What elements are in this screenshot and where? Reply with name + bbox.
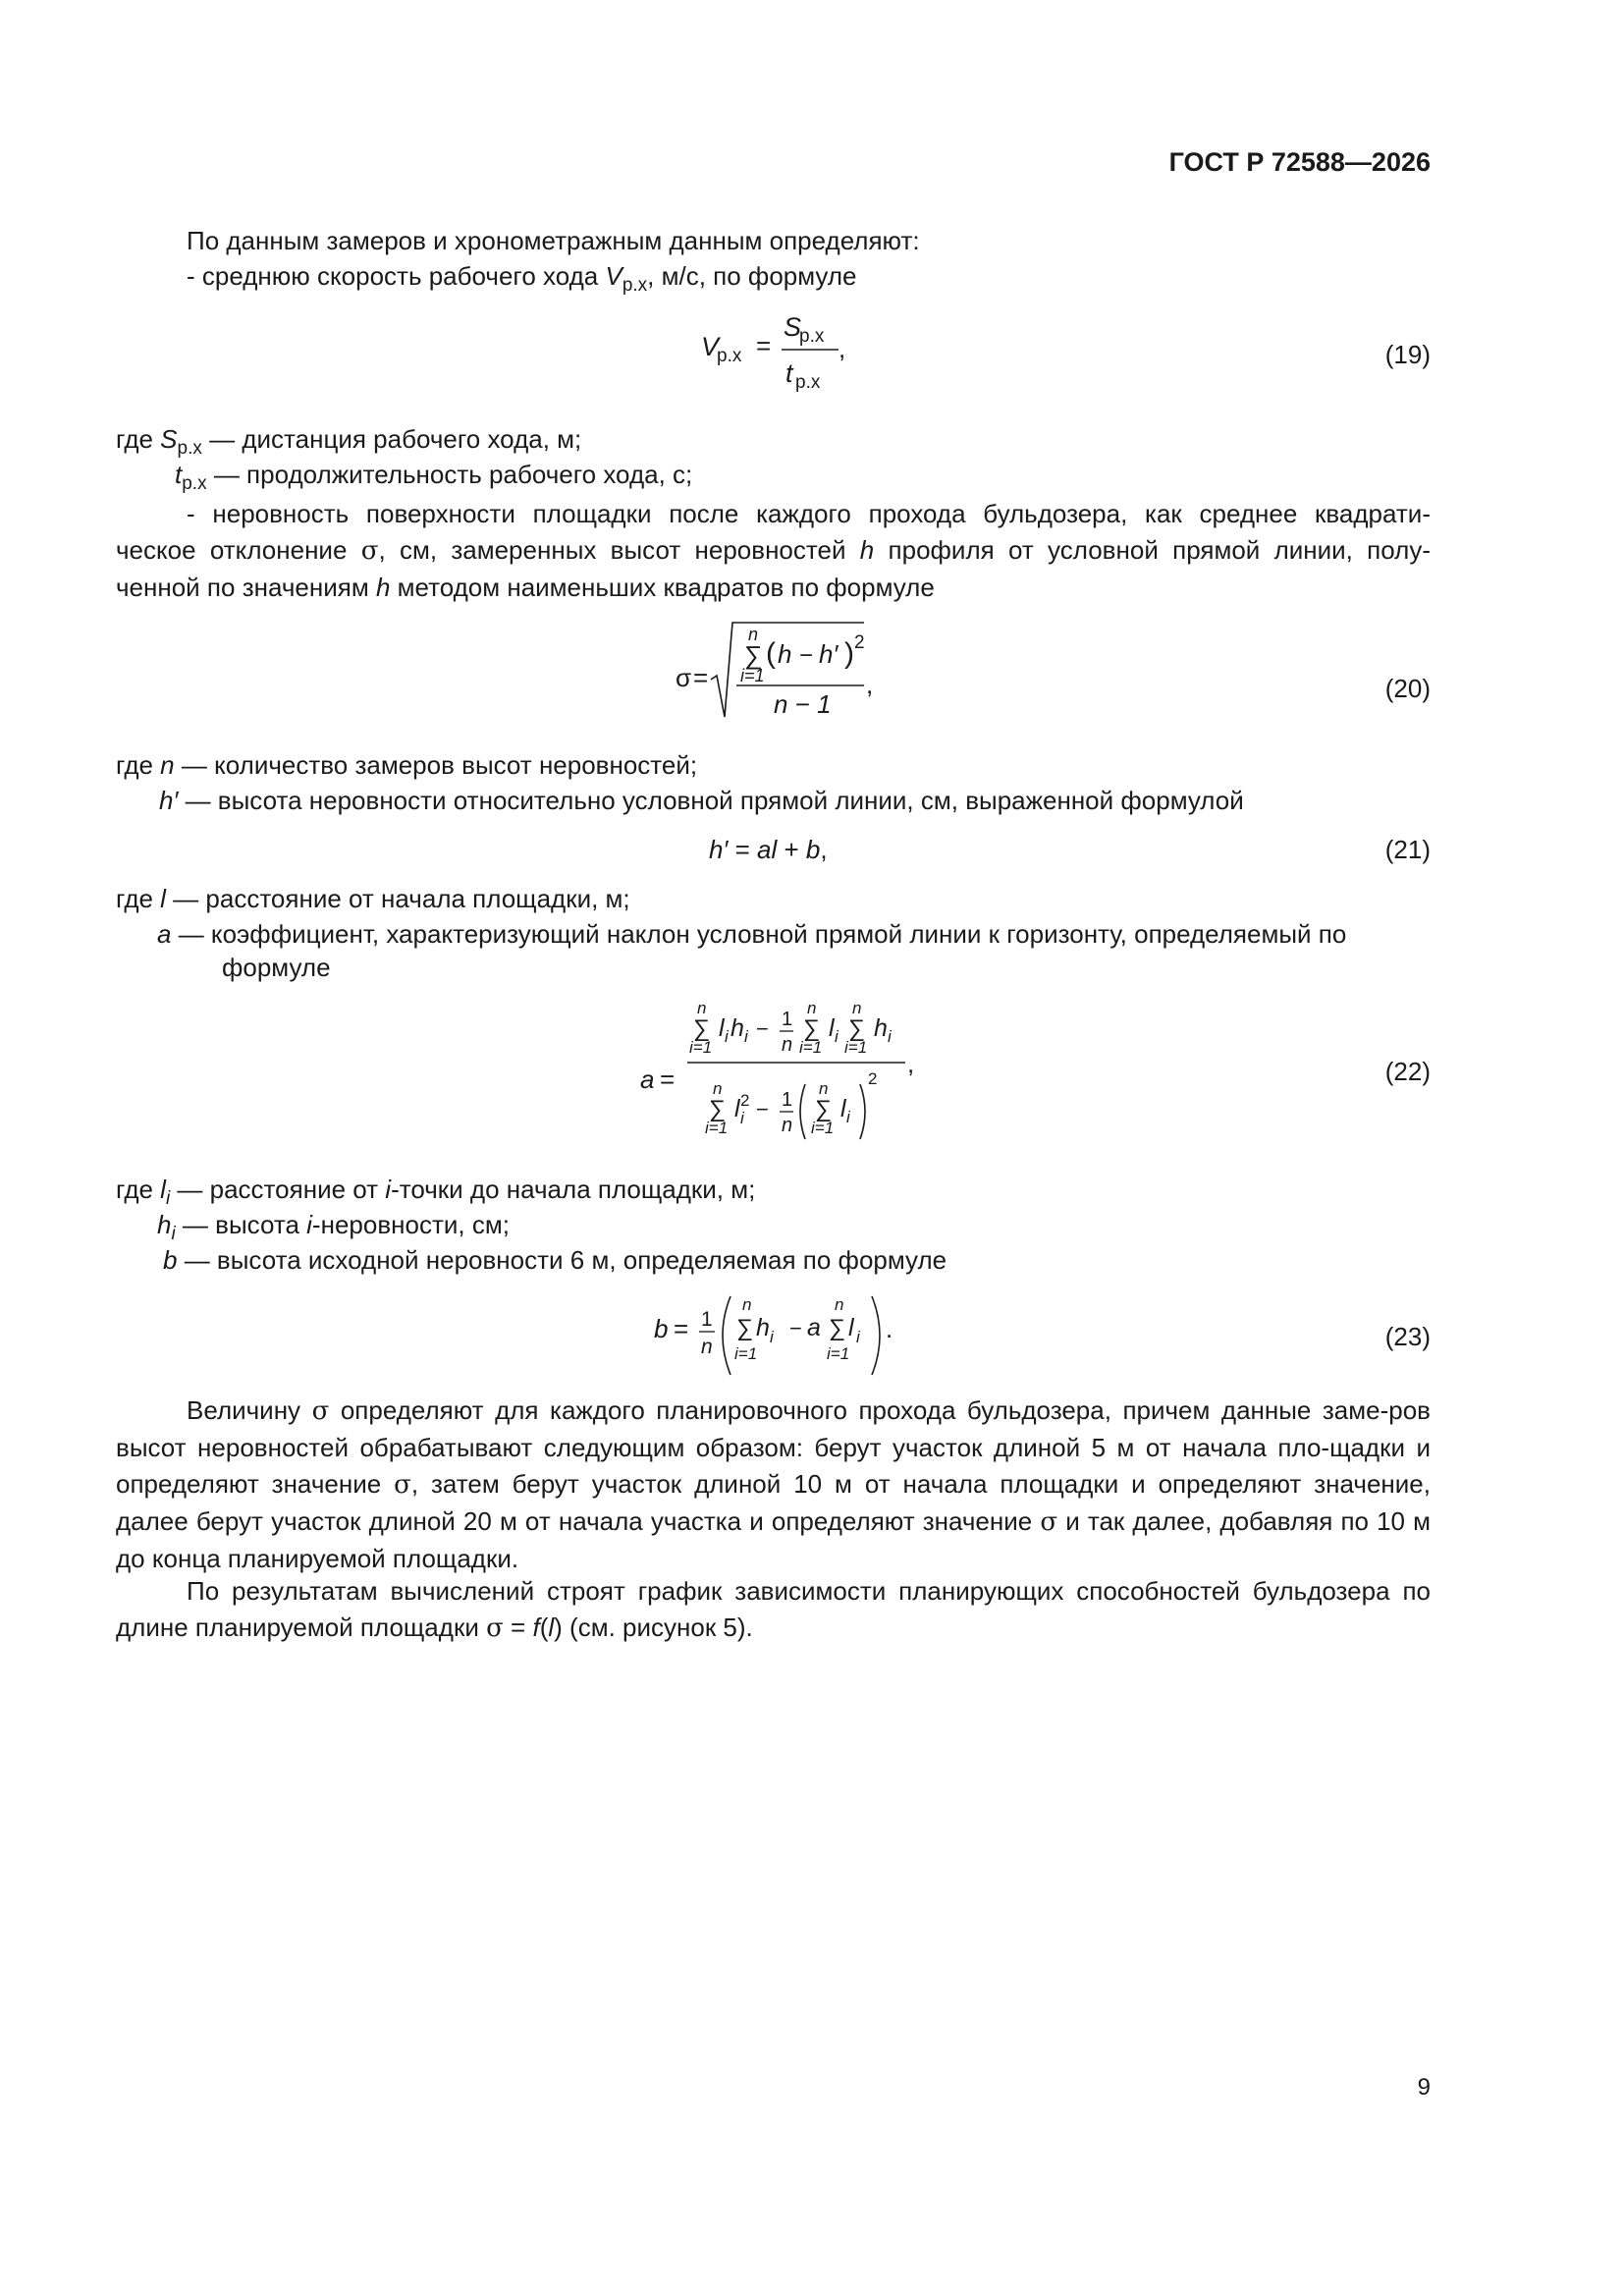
definition-n: где n — количество замеров высот неровностей; [116,750,698,780]
equation-number-19: (19) [1384,340,1431,369]
svg-text:n: n [701,1336,713,1358]
svg-text:n: n [782,1034,793,1056]
svg-text:V: V [701,332,720,361]
equation-number-21: (21) [1384,835,1431,864]
formula-23 [648,1288,923,1387]
svg-text:i: i [744,1027,748,1046]
svg-text:h′: h′ [819,639,839,669]
definition-h-prime: h′ — высота неровности относительно условной прямой линии, см, выраженной формулой [159,786,1244,815]
svg-text:i=1: i=1 [689,1038,713,1057]
svg-text:∑: ∑ [848,1015,866,1042]
svg-text:i: i [856,1328,860,1346]
svg-text:=: = [660,1065,676,1094]
svg-text:n: n [835,1295,844,1314]
definition-b: b — высота исходной неровности 6 м, определяемая по формуле [163,1245,947,1275]
svg-text:,: , [907,1049,915,1078]
svg-text:р.х: р.х [799,326,825,347]
svg-text:h: h [874,1014,888,1042]
svg-text:=: = [674,1314,689,1343]
definition-h-i: $h_i$ — высота i-неровности, см; [157,1210,510,1245]
formula-20 [668,609,903,727]
svg-text:∑: ∑ [693,1015,711,1042]
svg-text:l: l [734,1095,740,1122]
formula-19 [687,306,884,395]
svg-text:h: h [730,1014,744,1042]
definition-t: $t_{р.х}$ — продолжительность рабочего хода, с; [175,460,693,495]
definition-l: где l — расстояние от начала площадки, м; [116,884,630,913]
svg-text:σ: σ [676,663,692,692]
graph-paragraph: По результатам вычислений строят график зависимости планирующих способностей бульдозера по длине планируемой площадки σ = f(l) (см. рисунок 5). [116,1576,1431,1643]
svg-text:i: i [835,1027,839,1046]
svg-text:a: a [640,1065,655,1094]
sigma-procedure-paragraph: Величину σ определяют для каждого планировочного прохода бульдозера, причем данные заме-ров высот неровностей обрабатывают следующим образом: берут участок длиной 5 м от начала пло-щадки и определяют значение σ, затем берут участок длиной 10 м от начала площадки и определяют значение, далее берут участок длиной 20 м от начала участка и определяют значение σ и так далее, добавляя по 10 м до конца планируемой площадки. [116,1395,1431,1573]
svg-text:1: 1 [782,1009,793,1030]
svg-text:∑: ∑ [744,640,763,670]
svg-text:l: l [719,1014,725,1042]
svg-text:n: n [807,999,817,1017]
formula-22 [628,992,943,1159]
sigma-definition-paragraph: - неровность поверхности площадки после каждого прохода бульдозера, как среднее квадрати- ческое отклонение σ, см, замеренных высот неровностей h профиля от условной прямой линии, полу- ченной по значениям h методом наименьших квадратов по формуле [116,499,1431,602]
svg-text:n − 1: n − 1 [774,689,832,719]
svg-text:i: i [740,1109,744,1127]
svg-text:=: = [693,663,709,692]
svg-text:t: t [785,358,793,388]
document-code: ГОСТ Р 72588—2026 [1168,147,1431,177]
svg-text:−: − [799,642,814,669]
equation-number-20: (20) [1384,674,1431,703]
svg-text:n: n [852,999,862,1017]
formula-21: h′ = al + b, [709,835,828,864]
svg-text:i: i [888,1027,892,1046]
svg-text:h: h [778,639,792,669]
svg-text:a: a [807,1314,821,1341]
svg-text:h: h [756,1314,770,1341]
svg-text:n: n [742,1295,752,1314]
svg-text:i: i [725,1027,729,1046]
svg-text:l: l [848,1314,854,1341]
equation-number-23: (23) [1384,1322,1431,1351]
svg-text:i=1: i=1 [705,1119,729,1137]
svg-text:=: = [756,331,772,360]
svg-text:2: 2 [868,1069,878,1088]
svg-text:n: n [697,999,707,1017]
svg-text:i: i [846,1108,850,1126]
svg-text:n: n [748,625,759,644]
svg-text:,: , [839,334,846,363]
svg-text:n: n [713,1079,723,1098]
svg-text:): ) [844,637,854,670]
svg-text:∑: ∑ [736,1315,754,1341]
svg-text:i=1: i=1 [827,1344,850,1363]
svg-text:,: , [866,670,874,699]
intro-line: По данным замеров и хронометражным данным определяют: [187,226,920,255]
equation-number-22: (22) [1384,1057,1431,1086]
svg-text:S: S [784,312,802,342]
svg-text:i: i [770,1328,774,1346]
svg-text:∑: ∑ [829,1315,846,1341]
svg-text:2: 2 [854,632,865,653]
svg-text:i=1: i=1 [734,1344,758,1363]
svg-text:1: 1 [701,1308,713,1331]
definition-s: где $S_{р.х}$ — дистанция рабочего хода, м; [116,424,582,460]
svg-text:i=1: i=1 [844,1038,868,1057]
svg-text:l: l [840,1095,846,1122]
svg-text:∑: ∑ [709,1096,727,1122]
svg-text:i=1: i=1 [799,1038,823,1057]
svg-text:2: 2 [740,1091,750,1110]
definition-a: a — коэффициент, характеризующий наклон условной прямой линии к горизонту, определяемый по [157,919,1347,949]
intro-speed-line: - среднюю скорость рабочего хода $V_{р.х}$, м/с, по формуле [187,261,857,297]
svg-text:∑: ∑ [815,1096,833,1122]
definition-l-i: где $l_i$ — расстояние от i-точки до начала площадки, м; [116,1175,756,1210]
svg-text:b: b [654,1314,669,1343]
page-number: 9 [1417,2074,1431,2101]
svg-text:l: l [829,1014,835,1042]
svg-text:i=1: i=1 [740,666,765,685]
svg-text:n: n [819,1079,829,1098]
svg-text:1: 1 [782,1089,793,1111]
svg-text:(: ( [766,637,776,670]
svg-text:n: n [782,1115,793,1136]
svg-text:i=1: i=1 [811,1119,835,1137]
svg-text:−: − [756,1016,769,1041]
definition-a-continued: формуле [222,953,331,982]
svg-text:р.х: р.х [717,346,742,366]
svg-text:−: − [789,1316,802,1340]
svg-text:р.х: р.х [795,372,821,393]
svg-text:∑: ∑ [803,1015,821,1042]
svg-text:−: − [756,1097,769,1121]
svg-text:.: . [886,1314,893,1343]
